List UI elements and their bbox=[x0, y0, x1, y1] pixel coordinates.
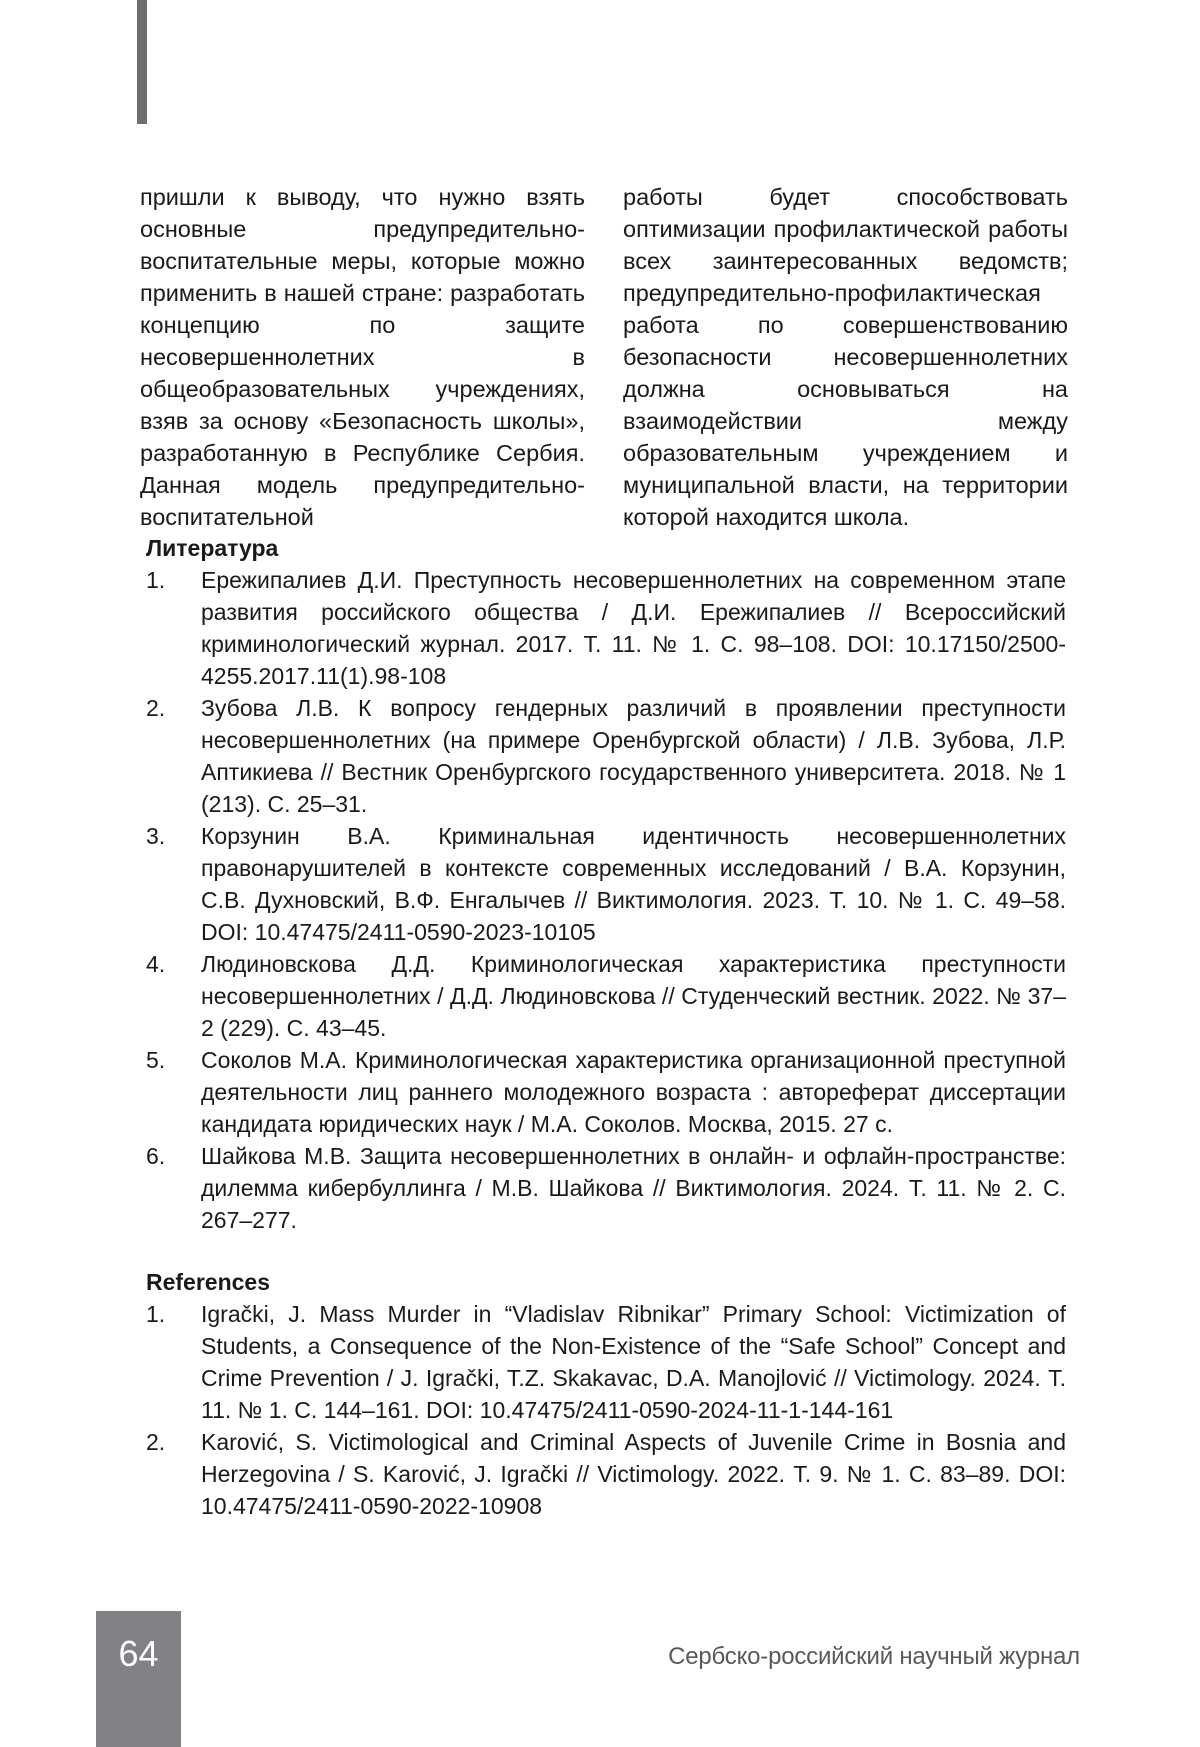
reference-text: Людиновскова Д.Д. Криминологическая характеристика преступности несовершеннолетних / Д.Д. Людиновскова // Студенческий вестник. 2022. № 37–2 (229). С. 43–45. bbox=[201, 951, 1066, 1041]
reference-text: Ережипалиев Д.И. Преступность несовершеннолетних на современном этапе развития российского общества / Д.И. Ережипалиев // Всероссийский криминологический журнал. 2017. Т. 11. № 1. С. 98–108. DOI: 10.17150/2500-4255.2017.11(1).98-108 bbox=[201, 567, 1066, 689]
list-item bbox=[146, 564, 1066, 692]
body-paragraph-right: работы будет способствовать оптимизации профилактической работы всех заинтересованных ведомств; предупредительно-профилактическая работа по совершенствованию безопасности несовершеннолетних должна основываться на взаимодействии между образовательным учреждением и муниципальной власти, на территории которой находится школа. bbox=[623, 184, 1068, 530]
reference-text: Igrački, J. Mass Murder in “Vladislav Ribnikar” Primary School: Victimization of Students, a Consequence of the Non-Existence of the “Safe School” Concept and Crime Prevention / J. Igrački, T.Z. Skakavac, D.A. Manojlović // Victimology. 2024. Т. 11. № 1. С. 144–161. DOI: 10.47475/2411-0590-2024-11-1-144-161 bbox=[201, 1301, 1066, 1423]
item-number: 2. bbox=[146, 695, 166, 721]
page-number: 64 bbox=[118, 1633, 159, 1674]
item-number: 3. bbox=[146, 823, 166, 849]
literatura-list bbox=[146, 564, 1066, 1236]
list-item bbox=[146, 1298, 1066, 1426]
reference-text: Соколов М.А. Криминологическая характеристика организационной преступной деятельности лиц раннего молодежного возраста : автореферат диссертации кандидата юридических наук / М.А. Соколов. Москва, 2015. 27 с. bbox=[201, 1047, 1066, 1137]
journal-name: Сербско-российский научный журнал bbox=[668, 1643, 1080, 1670]
list-item bbox=[146, 1044, 1066, 1140]
list-item bbox=[146, 820, 1066, 948]
item-number: 6. bbox=[146, 1143, 166, 1169]
reference-text: Karović, S. Victimological and Criminal Aspects of Juvenile Crime in Bosnia and Herzegovina / S. Karović, J. Igrački // Victimology. 2022. Т. 9. № 1. С. 83–89. DOI: 10.47475/2411-0590-2022-10908 bbox=[201, 1429, 1066, 1519]
references-heading: References bbox=[146, 1269, 271, 1295]
item-number: 1. bbox=[146, 1301, 166, 1327]
literatura-heading: Литература bbox=[146, 535, 279, 561]
list-item bbox=[146, 692, 1066, 820]
reference-text: Корзунин В.А. Криминальная идентичность несовершеннолетних правонарушителей в контексте современных исследований / В.А. Корзунин, С.В. Духновский, В.Ф. Енгалычев // Виктимология. 2023. Т. 10. № 1. С. 49–58. DOI: 10.47475/2411-0590-2023-10105 bbox=[201, 823, 1066, 945]
body-paragraph-left: пришли к выводу, что нужно взять основные предупредительно-воспитательные меры, которые можно применить в нашей стране: разработать концепцию по защите несовершеннолетних в общеобразовательных учреждениях, взяв за основу «Безопасность школы», разработанную в Республике Сербия. Данная модель предупредительно-воспитательной bbox=[140, 184, 585, 530]
list-item bbox=[146, 948, 1066, 1044]
references-list bbox=[146, 1298, 1066, 1522]
header-accent-bar bbox=[137, 0, 147, 124]
item-number: 2. bbox=[146, 1429, 166, 1455]
body-column-right bbox=[623, 181, 1068, 533]
body-column-left bbox=[140, 181, 585, 533]
list-item bbox=[146, 1426, 1066, 1522]
item-number: 1. bbox=[146, 567, 166, 593]
reference-text: Зубова Л.В. К вопросу гендерных различий в проявлении преступности несовершеннолетних (на примере Оренбургской области) / Л.В. Зубова, Л.Р. Аптикиева // Вестник Оренбургского государственного университета. 2018. № 1 (213). С. 25–31. bbox=[201, 695, 1066, 817]
list-item bbox=[146, 1140, 1066, 1236]
item-number: 5. bbox=[146, 1047, 166, 1073]
item-number: 4. bbox=[146, 951, 166, 977]
reference-text: Шайкова М.В. Защита несовершеннолетних в онлайн- и офлайн-пространстве: дилемма кибербуллинга / М.В. Шайкова // Виктимология. 2024. Т. 11. № 2. С. 267–277. bbox=[201, 1143, 1066, 1233]
